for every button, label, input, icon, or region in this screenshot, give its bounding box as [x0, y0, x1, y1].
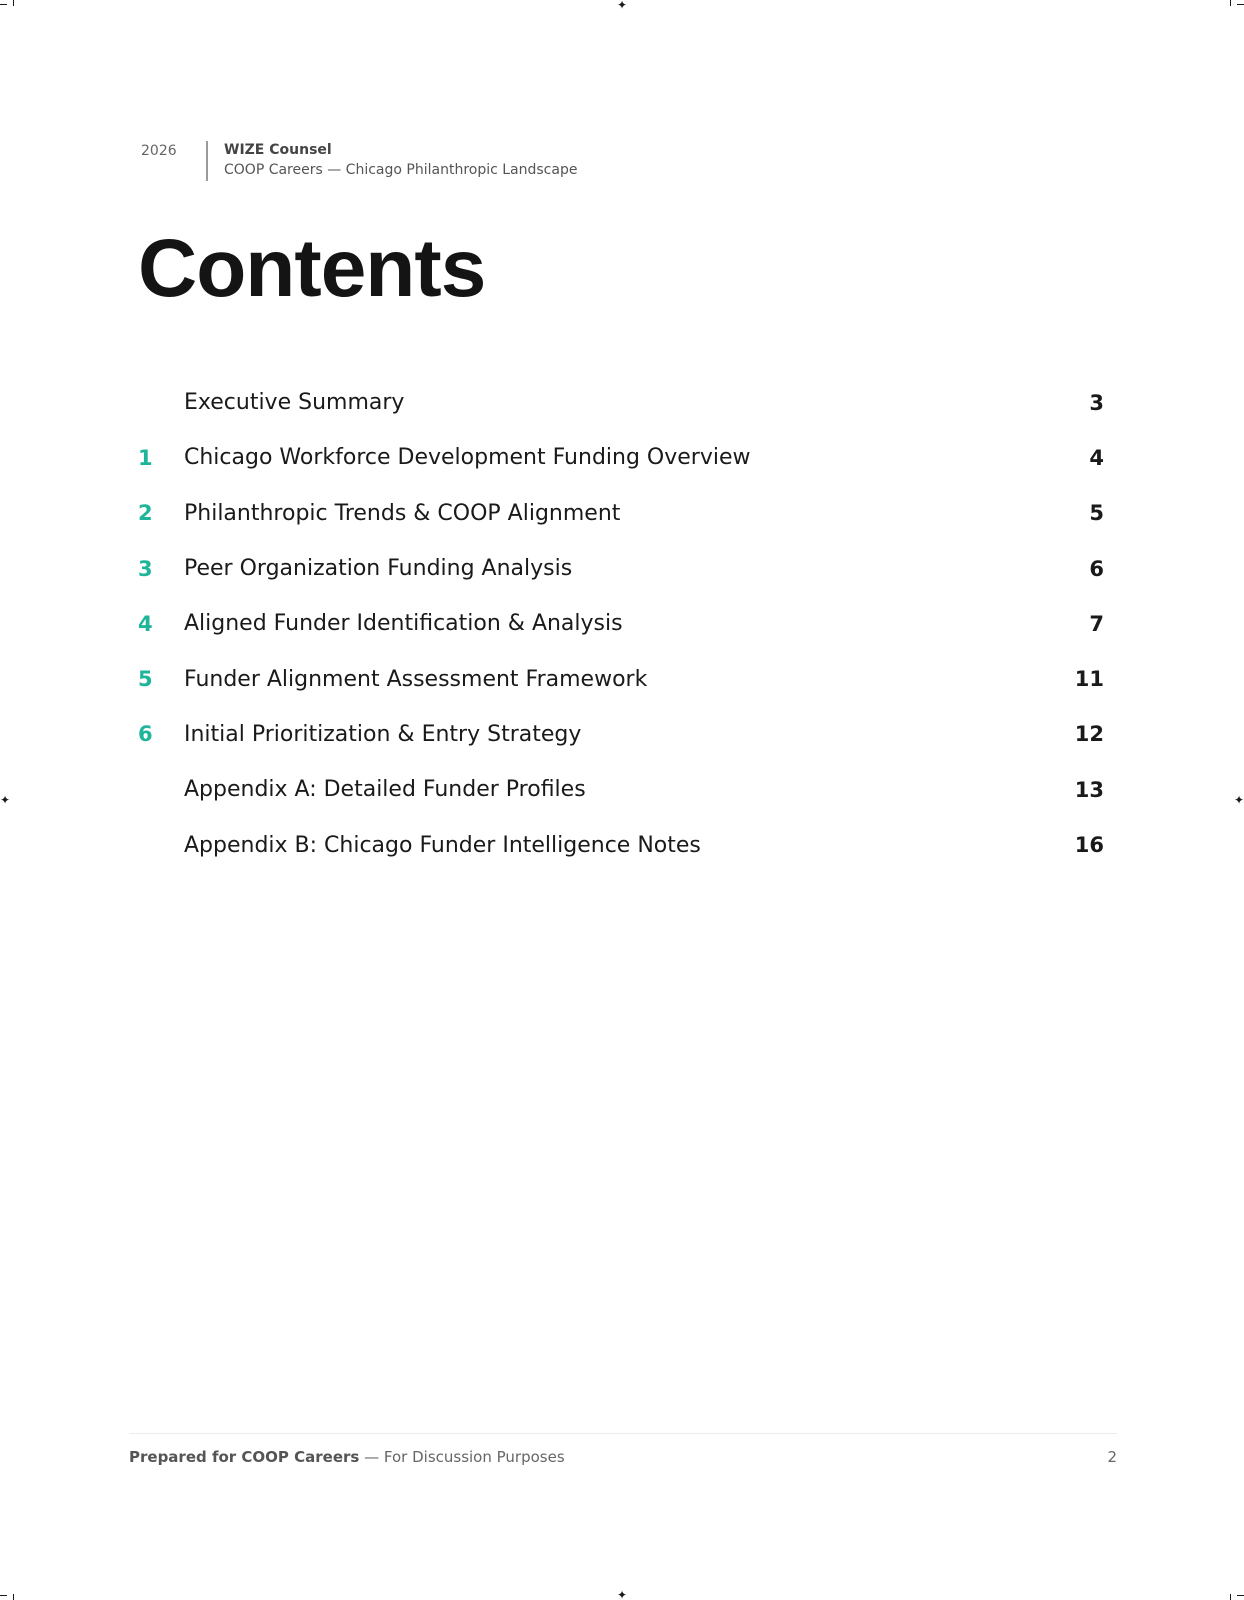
- toc-entry[interactable]: [138, 817, 1104, 872]
- header-org: WIZE Counsel: [224, 142, 332, 158]
- crop-mark-bottom-right-v: [1230, 1594, 1231, 1600]
- footer-left: [129, 1448, 565, 1466]
- toc-entry-page: 4: [1089, 445, 1104, 470]
- toc-entry-number: 5: [138, 667, 153, 692]
- toc-entry-number: 1: [138, 445, 153, 470]
- footer-note: — For Discussion Purposes: [364, 1448, 565, 1466]
- toc-entry-label: Chicago Workforce Development Funding Overview: [184, 445, 751, 471]
- registration-mark-top-icon: ✦: [616, 0, 628, 12]
- toc-entry[interactable]: [138, 596, 1104, 651]
- footer-page-number: 2: [1107, 1448, 1117, 1466]
- toc-entry[interactable]: [138, 651, 1104, 706]
- toc-entry-page: 16: [1074, 833, 1104, 858]
- toc-entry-label: Executive Summary: [184, 390, 405, 416]
- header-text: [224, 141, 577, 180]
- page-footer: [129, 1448, 1117, 1466]
- toc-entry-label: Aligned Funder Identification & Analysis: [184, 611, 623, 637]
- toc-entry-label: Peer Organization Funding Analysis: [184, 556, 573, 582]
- toc-entry-page: 6: [1089, 556, 1104, 581]
- toc-entry[interactable]: [138, 486, 1104, 541]
- toc-entry-label: Appendix B: Chicago Funder Intelligence Notes: [184, 832, 701, 858]
- crop-mark-bottom-right-h: [1237, 1595, 1244, 1596]
- toc-entry-label: Funder Alignment Assessment Framework: [184, 666, 648, 692]
- toc-entry-number: 3: [138, 556, 153, 581]
- document-header: [141, 141, 577, 181]
- toc-entry[interactable]: [138, 762, 1104, 817]
- toc-entry-label: Philanthropic Trends & COOP Alignment: [184, 500, 621, 526]
- registration-mark-left-icon: ✦: [0, 793, 11, 807]
- toc-entry-number: 4: [138, 611, 153, 636]
- toc-entry-number: 2: [138, 501, 153, 526]
- table-of-contents: [138, 375, 1104, 873]
- header-divider: [206, 141, 208, 181]
- toc-entry-number: 6: [138, 722, 153, 747]
- registration-mark-bottom-icon: ✦: [616, 1588, 628, 1600]
- toc-entry[interactable]: [138, 707, 1104, 762]
- crop-mark-top-left-h: [0, 4, 7, 5]
- toc-entry-label: Appendix A: Detailed Funder Profiles: [184, 777, 586, 803]
- header-subtitle: COOP Careers — Chicago Philanthropic Landscape: [224, 162, 578, 178]
- toc-entry[interactable]: [138, 430, 1104, 485]
- crop-mark-top-left-v: [13, 0, 14, 6]
- toc-entry-page: 5: [1089, 501, 1104, 526]
- crop-mark-bottom-left-h: [0, 1595, 7, 1596]
- registration-mark-right-icon: ✦: [1233, 793, 1244, 807]
- crop-mark-bottom-left-v: [13, 1594, 14, 1600]
- toc-entry-page: 12: [1074, 722, 1104, 747]
- page-title: Contents: [138, 223, 486, 314]
- footer-prepared: Prepared for COOP Careers: [129, 1448, 360, 1466]
- crop-mark-top-right-h: [1237, 4, 1244, 5]
- toc-entry-page: 13: [1074, 777, 1104, 802]
- toc-entry[interactable]: [138, 541, 1104, 596]
- toc-entry-page: 7: [1089, 611, 1104, 636]
- toc-entry-page: 11: [1074, 667, 1104, 692]
- toc-entry[interactable]: [138, 375, 1104, 430]
- crop-mark-top-right-v: [1230, 0, 1231, 6]
- header-year: 2026: [141, 143, 177, 159]
- toc-entry-page: 3: [1089, 390, 1104, 415]
- toc-entry-label: Initial Prioritization & Entry Strategy: [184, 721, 582, 747]
- footer-divider: [129, 1433, 1117, 1434]
